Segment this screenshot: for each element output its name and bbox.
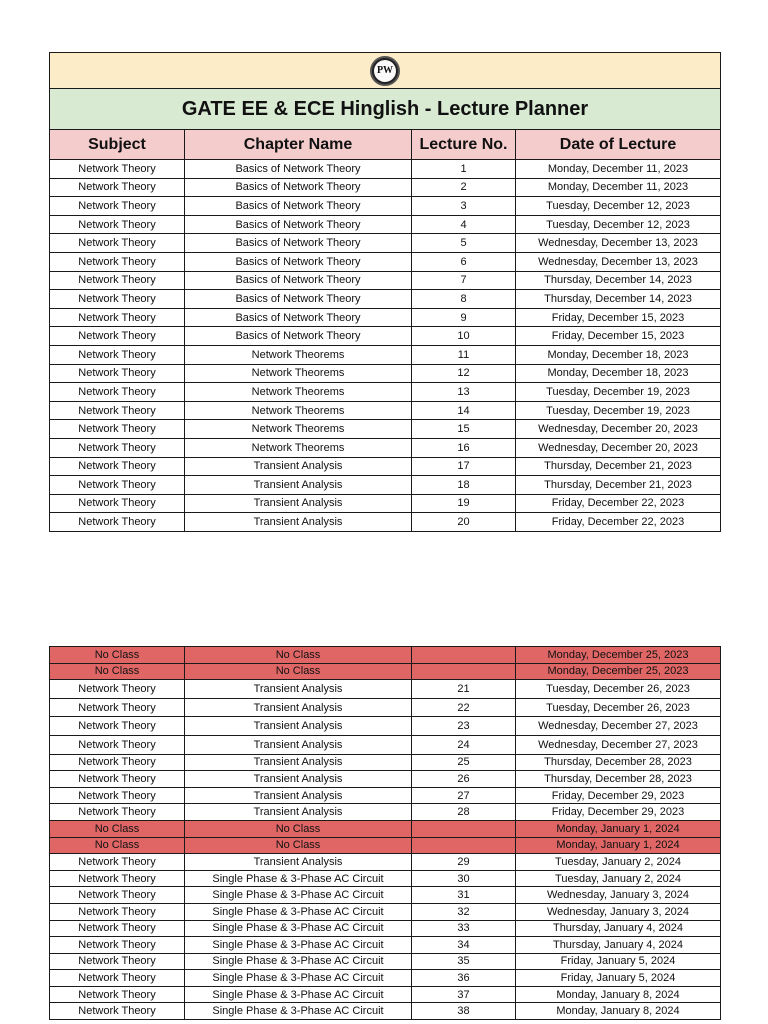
lecture-no-cell: 21	[412, 680, 516, 699]
lecture-no-cell: 29	[412, 854, 516, 871]
header-row	[50, 130, 721, 160]
table-row	[50, 953, 721, 970]
subject-cell: Network Theory	[50, 970, 185, 987]
logo-band	[50, 53, 721, 89]
no-class-row	[50, 647, 721, 664]
no-class-row	[50, 663, 721, 680]
subject-cell: Network Theory	[50, 271, 185, 290]
lecture-no-cell: 7	[412, 271, 516, 290]
chapter-cell: No Class	[185, 647, 412, 664]
lecture-no-cell: 8	[412, 290, 516, 309]
table-row	[50, 271, 721, 290]
date-cell: Thursday, December 14, 2023	[516, 290, 721, 309]
table-row	[50, 735, 721, 754]
date-cell: Tuesday, December 26, 2023	[516, 698, 721, 717]
lecture-no-cell: 23	[412, 717, 516, 736]
subject-cell: Network Theory	[50, 986, 185, 1003]
lecture-no-cell: 17	[412, 457, 516, 476]
table-row	[50, 771, 721, 788]
subject-cell: Network Theory	[50, 476, 185, 495]
chapter-cell: Basics of Network Theory	[185, 178, 412, 197]
chapter-cell: Single Phase & 3-Phase AC Circuit	[185, 937, 412, 954]
date-cell: Wednesday, December 27, 2023	[516, 735, 721, 754]
lecture-no-cell: 1	[412, 160, 516, 179]
chapter-cell: Transient Analysis	[185, 804, 412, 821]
table-row	[50, 308, 721, 327]
chapter-cell: Basics of Network Theory	[185, 197, 412, 216]
date-cell: Monday, December 25, 2023	[516, 647, 721, 664]
chapter-cell: Network Theorems	[185, 383, 412, 402]
lecture-no-cell	[412, 820, 516, 837]
lecture-no-cell: 38	[412, 1003, 516, 1020]
lecture-no-cell: 20	[412, 513, 516, 532]
chapter-cell: Single Phase & 3-Phase AC Circuit	[185, 986, 412, 1003]
date-cell: Wednesday, January 3, 2024	[516, 903, 721, 920]
lecture-no-cell: 18	[412, 476, 516, 495]
chapter-cell: Network Theorems	[185, 420, 412, 439]
subject-cell: Network Theory	[50, 290, 185, 309]
lecture-no-cell: 11	[412, 345, 516, 364]
table-row	[50, 787, 721, 804]
lecture-no-cell: 22	[412, 698, 516, 717]
lecture-no-cell: 3	[412, 197, 516, 216]
date-cell: Friday, December 29, 2023	[516, 787, 721, 804]
table-row	[50, 513, 721, 532]
date-cell: Friday, January 5, 2024	[516, 970, 721, 987]
lecture-no-cell: 6	[412, 252, 516, 271]
subject-cell: Network Theory	[50, 754, 185, 771]
table-row	[50, 698, 721, 717]
chapter-cell: Transient Analysis	[185, 754, 412, 771]
chapter-cell: Single Phase & 3-Phase AC Circuit	[185, 970, 412, 987]
subject-cell: Network Theory	[50, 771, 185, 788]
table-row	[50, 970, 721, 987]
date-cell: Monday, December 11, 2023	[516, 178, 721, 197]
subject-cell: Network Theory	[50, 494, 185, 513]
subject-cell: Network Theory	[50, 937, 185, 954]
lecture-planner-table-continued	[49, 646, 721, 1020]
table-row	[50, 327, 721, 346]
chapter-cell: Basics of Network Theory	[185, 252, 412, 271]
subject-cell: Network Theory	[50, 804, 185, 821]
chapter-cell: Transient Analysis	[185, 494, 412, 513]
chapter-cell: Basics of Network Theory	[185, 271, 412, 290]
lecture-no-cell: 35	[412, 953, 516, 970]
subject-cell: Network Theory	[50, 787, 185, 804]
date-cell: Monday, January 8, 2024	[516, 986, 721, 1003]
subject-cell: No Class	[50, 663, 185, 680]
chapter-cell: Transient Analysis	[185, 735, 412, 754]
lecture-no-cell: 13	[412, 383, 516, 402]
chapter-cell: Basics of Network Theory	[185, 160, 412, 179]
chapter-cell: Single Phase & 3-Phase AC Circuit	[185, 887, 412, 904]
subject-cell: Network Theory	[50, 680, 185, 699]
subject-cell: No Class	[50, 647, 185, 664]
chapter-cell: Basics of Network Theory	[185, 290, 412, 309]
date-cell: Tuesday, December 19, 2023	[516, 401, 721, 420]
chapter-cell: Network Theorems	[185, 438, 412, 457]
subject-cell: Network Theory	[50, 1003, 185, 1020]
table-row	[50, 717, 721, 736]
table-row	[50, 887, 721, 904]
chapter-cell: Single Phase & 3-Phase AC Circuit	[185, 1003, 412, 1020]
lecture-no-cell: 30	[412, 870, 516, 887]
date-cell: Monday, December 25, 2023	[516, 663, 721, 680]
date-cell: Tuesday, December 12, 2023	[516, 197, 721, 216]
date-cell: Wednesday, December 27, 2023	[516, 717, 721, 736]
date-cell: Monday, January 8, 2024	[516, 1003, 721, 1020]
no-class-row	[50, 837, 721, 854]
lecture-no-cell: 14	[412, 401, 516, 420]
lecture-no-cell: 4	[412, 215, 516, 234]
lecture-no-cell: 33	[412, 920, 516, 937]
column-header-lecture-no: Lecture No.	[412, 130, 516, 160]
subject-cell: Network Theory	[50, 870, 185, 887]
date-cell: Thursday, December 28, 2023	[516, 771, 721, 788]
date-cell: Friday, December 29, 2023	[516, 804, 721, 821]
subject-cell: Network Theory	[50, 953, 185, 970]
chapter-cell: Transient Analysis	[185, 787, 412, 804]
lecture-no-cell: 26	[412, 771, 516, 788]
date-cell: Wednesday, January 3, 2024	[516, 887, 721, 904]
table-row	[50, 290, 721, 309]
lecture-no-cell: 24	[412, 735, 516, 754]
subject-cell: Network Theory	[50, 178, 185, 197]
table-row	[50, 903, 721, 920]
subject-cell: Network Theory	[50, 308, 185, 327]
table-row	[50, 854, 721, 871]
date-cell: Tuesday, December 26, 2023	[516, 680, 721, 699]
subject-cell: Network Theory	[50, 215, 185, 234]
chapter-cell: Transient Analysis	[185, 771, 412, 788]
subject-cell: Network Theory	[50, 327, 185, 346]
lecture-no-cell: 9	[412, 308, 516, 327]
date-cell: Wednesday, December 20, 2023	[516, 438, 721, 457]
lecture-no-cell: 37	[412, 986, 516, 1003]
date-cell: Monday, December 18, 2023	[516, 364, 721, 383]
lecture-no-cell: 16	[412, 438, 516, 457]
chapter-cell: No Class	[185, 837, 412, 854]
chapter-cell: Single Phase & 3-Phase AC Circuit	[185, 920, 412, 937]
subject-cell: Network Theory	[50, 854, 185, 871]
subject-cell: Network Theory	[50, 457, 185, 476]
date-cell: Wednesday, December 13, 2023	[516, 252, 721, 271]
subject-cell: Network Theory	[50, 160, 185, 179]
date-cell: Thursday, December 28, 2023	[516, 754, 721, 771]
chapter-cell: Network Theorems	[185, 401, 412, 420]
chapter-cell: Transient Analysis	[185, 513, 412, 532]
date-cell: Friday, December 15, 2023	[516, 308, 721, 327]
subject-cell: Network Theory	[50, 513, 185, 532]
lecture-no-cell: 2	[412, 178, 516, 197]
date-cell: Friday, January 5, 2024	[516, 953, 721, 970]
table-row	[50, 754, 721, 771]
chapter-cell: Transient Analysis	[185, 717, 412, 736]
subject-cell: Network Theory	[50, 903, 185, 920]
subject-cell: Network Theory	[50, 698, 185, 717]
table-row	[50, 197, 721, 216]
lecture-no-cell	[412, 663, 516, 680]
chapter-cell: Transient Analysis	[185, 457, 412, 476]
date-cell: Thursday, January 4, 2024	[516, 937, 721, 954]
lecture-no-cell: 34	[412, 937, 516, 954]
chapter-cell: Transient Analysis	[185, 476, 412, 495]
chapter-cell: Basics of Network Theory	[185, 234, 412, 253]
lecture-no-cell: 10	[412, 327, 516, 346]
chapter-cell: Single Phase & 3-Phase AC Circuit	[185, 903, 412, 920]
date-cell: Monday, January 1, 2024	[516, 837, 721, 854]
chapter-cell: Basics of Network Theory	[185, 308, 412, 327]
table-row	[50, 420, 721, 439]
table-row	[50, 345, 721, 364]
lecture-no-cell: 27	[412, 787, 516, 804]
table-row	[50, 215, 721, 234]
table-row	[50, 680, 721, 699]
chapter-cell: Basics of Network Theory	[185, 327, 412, 346]
chapter-cell: Basics of Network Theory	[185, 215, 412, 234]
subject-cell: Network Theory	[50, 383, 185, 402]
date-cell: Wednesday, December 13, 2023	[516, 234, 721, 253]
date-cell: Friday, December 22, 2023	[516, 513, 721, 532]
chapter-cell: Transient Analysis	[185, 698, 412, 717]
subject-cell: Network Theory	[50, 401, 185, 420]
table-row	[50, 870, 721, 887]
chapter-cell: No Class	[185, 820, 412, 837]
table-row	[50, 457, 721, 476]
subject-cell: No Class	[50, 820, 185, 837]
date-cell: Friday, December 15, 2023	[516, 327, 721, 346]
lecture-no-cell: 31	[412, 887, 516, 904]
subject-cell: Network Theory	[50, 364, 185, 383]
chapter-cell: Network Theorems	[185, 364, 412, 383]
date-cell: Thursday, December 21, 2023	[516, 457, 721, 476]
lecture-no-cell: 12	[412, 364, 516, 383]
subject-cell: Network Theory	[50, 252, 185, 271]
table-row	[50, 804, 721, 821]
date-cell: Thursday, December 21, 2023	[516, 476, 721, 495]
subject-cell: Network Theory	[50, 920, 185, 937]
column-header-subject: Subject	[50, 130, 185, 160]
lecture-no-cell	[412, 647, 516, 664]
table-row	[50, 401, 721, 420]
table-row	[50, 364, 721, 383]
table-row	[50, 160, 721, 179]
chapter-cell: Transient Analysis	[185, 854, 412, 871]
date-cell: Friday, December 22, 2023	[516, 494, 721, 513]
table-row	[50, 494, 721, 513]
table-row	[50, 937, 721, 954]
subject-cell: Network Theory	[50, 887, 185, 904]
date-cell: Thursday, January 4, 2024	[516, 920, 721, 937]
table-row	[50, 383, 721, 402]
column-header-date: Date of Lecture	[516, 130, 721, 160]
lecture-planner-table	[49, 52, 721, 532]
subject-cell: Network Theory	[50, 735, 185, 754]
date-cell: Tuesday, January 2, 2024	[516, 854, 721, 871]
table-row	[50, 1003, 721, 1020]
table-row	[50, 476, 721, 495]
pw-logo-icon: PW	[370, 56, 400, 86]
date-cell: Monday, January 1, 2024	[516, 820, 721, 837]
date-cell: Tuesday, January 2, 2024	[516, 870, 721, 887]
subject-cell: Network Theory	[50, 717, 185, 736]
no-class-row	[50, 820, 721, 837]
lecture-no-cell: 28	[412, 804, 516, 821]
page-title: GATE EE & ECE Hinglish - Lecture Planner	[50, 89, 721, 130]
table-row	[50, 234, 721, 253]
subject-cell: Network Theory	[50, 345, 185, 364]
title-band	[50, 89, 721, 130]
table-row	[50, 920, 721, 937]
subject-cell: Network Theory	[50, 234, 185, 253]
table-row	[50, 252, 721, 271]
lecture-no-cell: 36	[412, 970, 516, 987]
date-cell: Wednesday, December 20, 2023	[516, 420, 721, 439]
subject-cell: Network Theory	[50, 438, 185, 457]
table-row	[50, 178, 721, 197]
lecture-no-cell: 19	[412, 494, 516, 513]
table-row	[50, 986, 721, 1003]
column-header-chapter: Chapter Name	[185, 130, 412, 160]
subject-cell: No Class	[50, 837, 185, 854]
date-cell: Tuesday, December 19, 2023	[516, 383, 721, 402]
date-cell: Monday, December 11, 2023	[516, 160, 721, 179]
chapter-cell: Transient Analysis	[185, 680, 412, 699]
chapter-cell: Single Phase & 3-Phase AC Circuit	[185, 953, 412, 970]
table-row	[50, 438, 721, 457]
chapter-cell: Single Phase & 3-Phase AC Circuit	[185, 870, 412, 887]
chapter-cell: Network Theorems	[185, 345, 412, 364]
subject-cell: Network Theory	[50, 197, 185, 216]
lecture-no-cell	[412, 837, 516, 854]
subject-cell: Network Theory	[50, 420, 185, 439]
lecture-no-cell: 25	[412, 754, 516, 771]
lecture-no-cell: 15	[412, 420, 516, 439]
lecture-no-cell: 5	[412, 234, 516, 253]
lecture-no-cell: 32	[412, 903, 516, 920]
chapter-cell: No Class	[185, 663, 412, 680]
date-cell: Monday, December 18, 2023	[516, 345, 721, 364]
date-cell: Tuesday, December 12, 2023	[516, 215, 721, 234]
date-cell: Thursday, December 14, 2023	[516, 271, 721, 290]
